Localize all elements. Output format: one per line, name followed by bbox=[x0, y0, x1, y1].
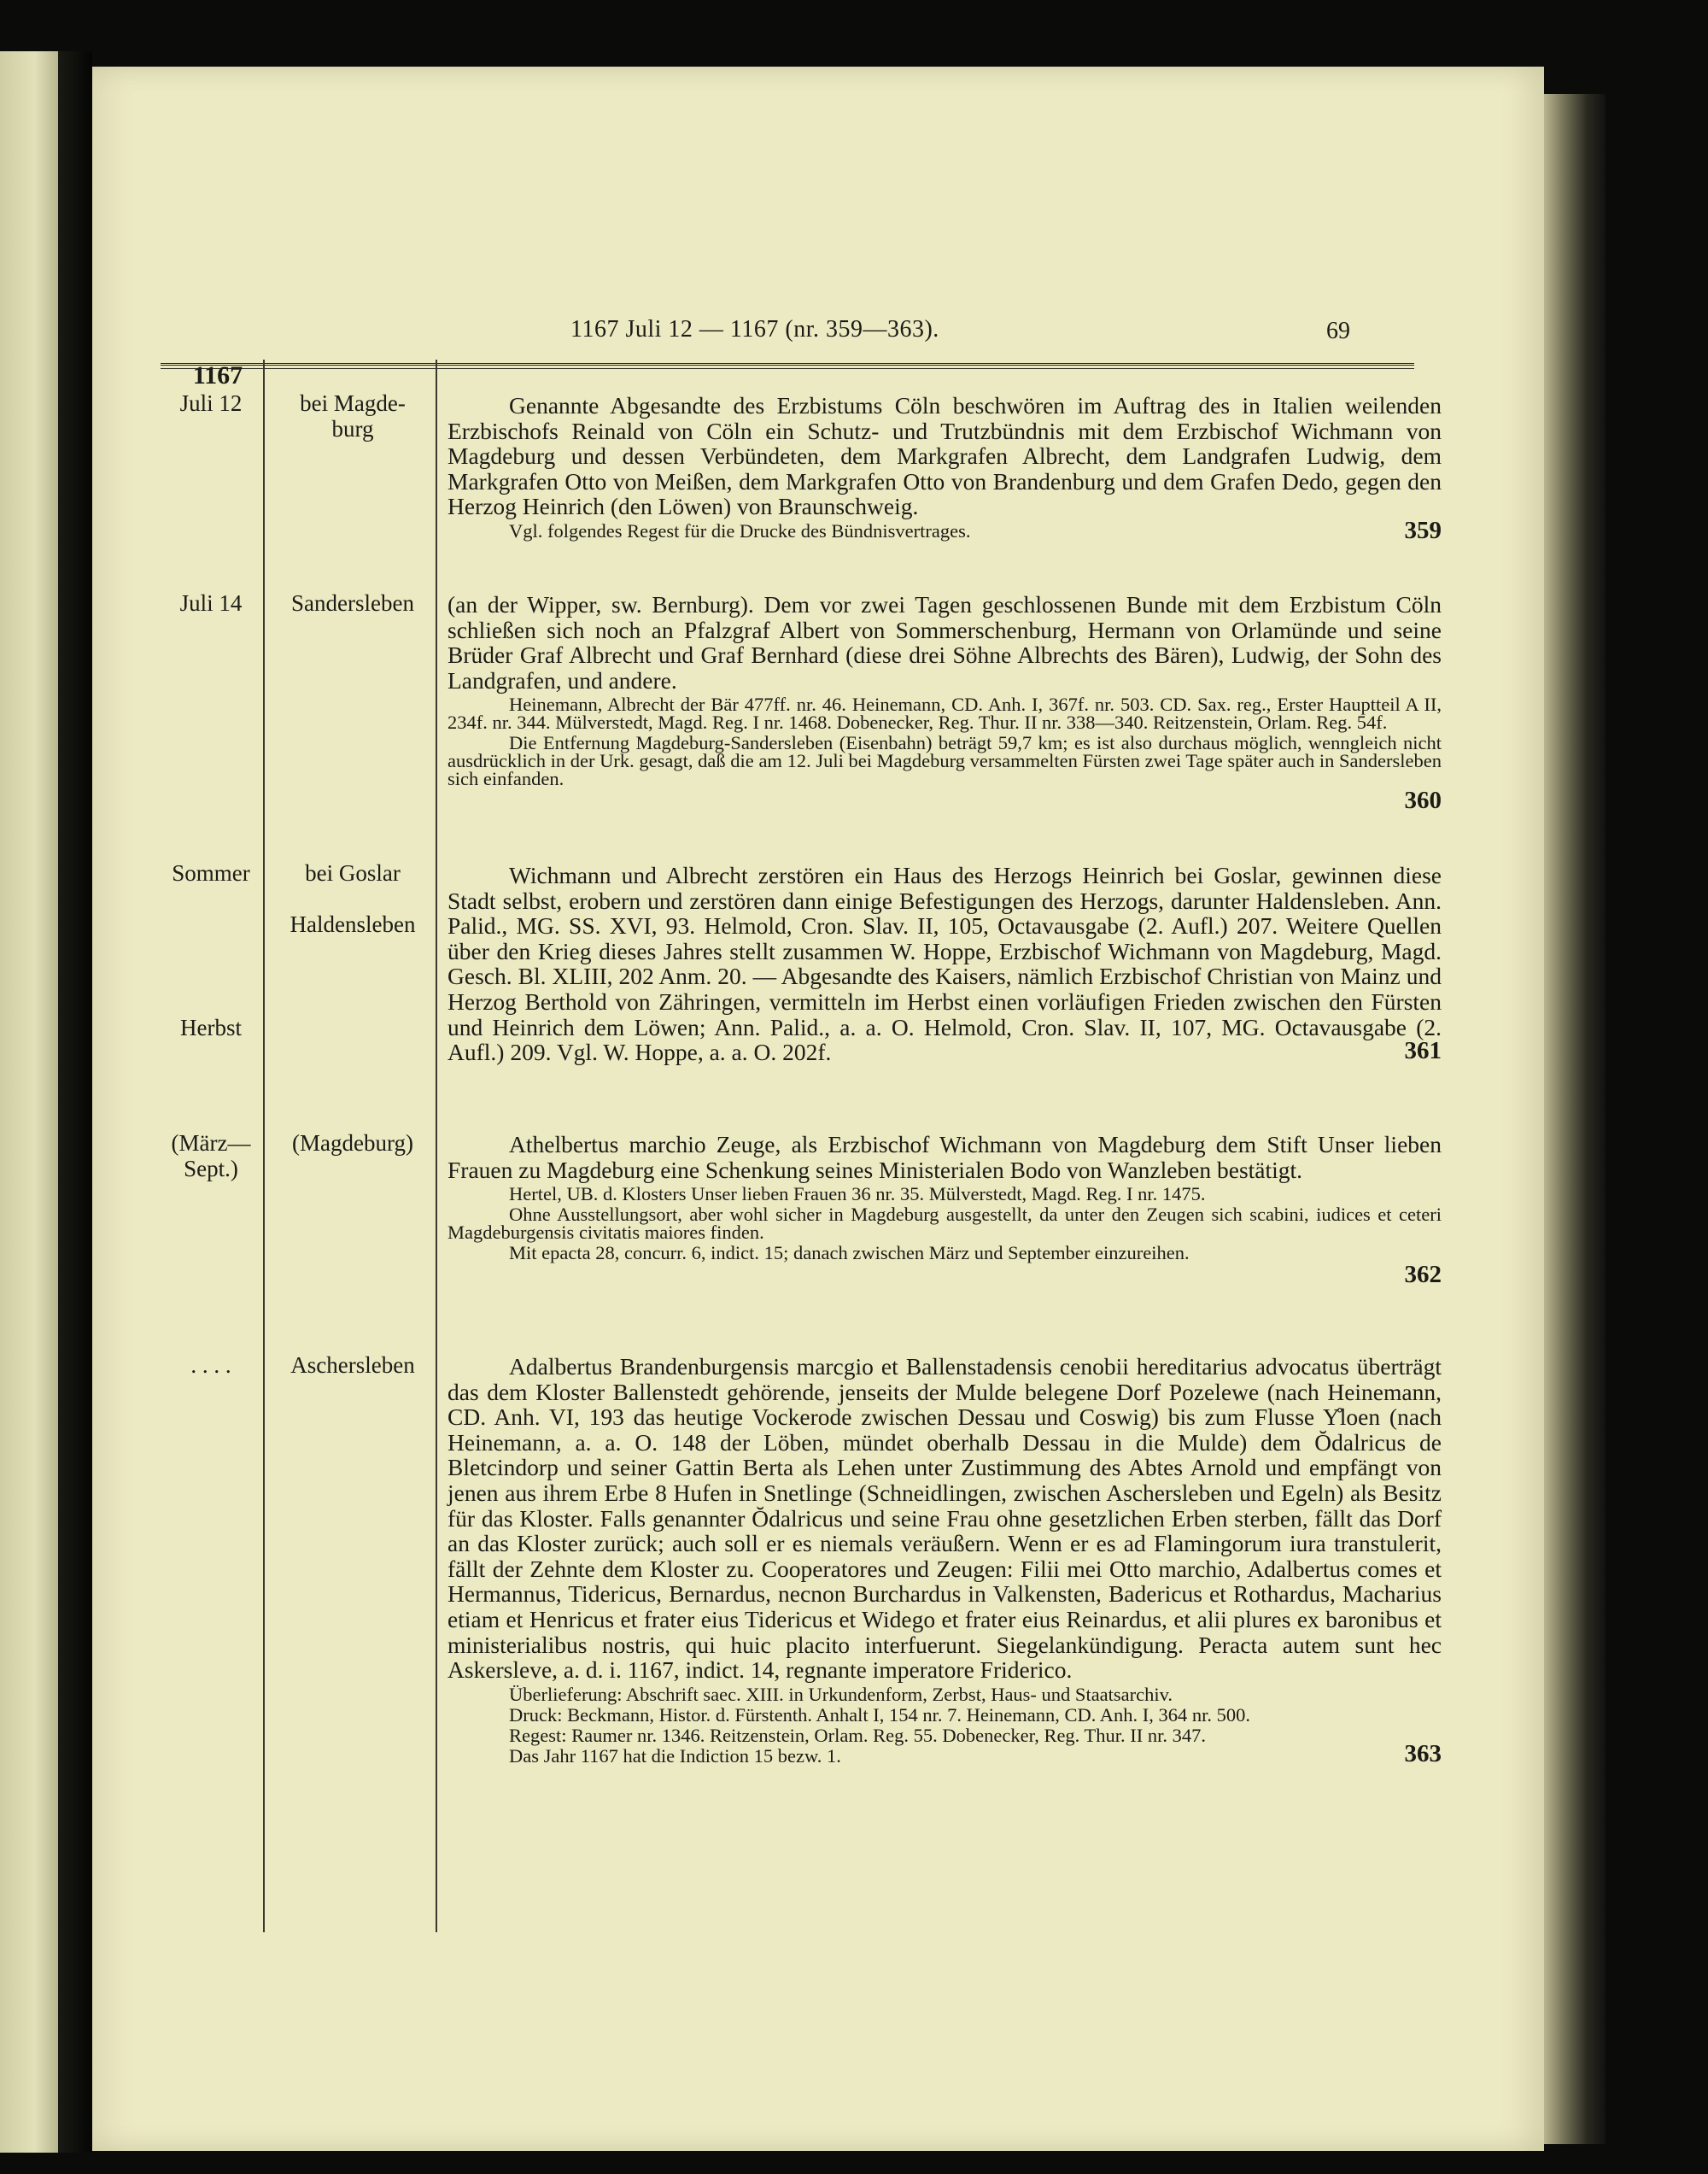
regest-entry-360 bbox=[447, 592, 1442, 813]
left-page-edge bbox=[0, 51, 58, 2153]
entry-place-line: burg bbox=[331, 416, 374, 442]
entry-place bbox=[272, 911, 434, 937]
entry-place bbox=[272, 1352, 434, 1378]
running-title: 1167 Juli 12 — 1167 (nr. 359—363). bbox=[570, 316, 939, 343]
regest-entry-363 bbox=[447, 1354, 1442, 1765]
entry-place-line: bei Magde- bbox=[300, 390, 406, 416]
regest-number: 359 bbox=[1404, 516, 1442, 544]
note-row bbox=[447, 516, 1442, 544]
regest-entry-361 bbox=[447, 863, 1442, 1065]
entry-date-text: Herbst bbox=[180, 1015, 242, 1040]
regest-entry-362 bbox=[447, 1132, 1442, 1287]
entry-date-text: . . . . bbox=[190, 1352, 231, 1378]
regest-text: Athelbertus marchio Zeuge, als Erzbischof Wichmann von Magdeburg dem Stift Unser lieben Frauen zu Magdeburg eine Schenkung seines Ministerialen Bodo von Wanzleben bestätigt. bbox=[447, 1131, 1442, 1183]
regest-note: Mit epacta 28, concurr. 6, indict. 15; danach zwischen März und September einzureihen. bbox=[509, 1242, 1190, 1264]
entry-place bbox=[272, 1130, 434, 1156]
page-header bbox=[92, 316, 1544, 350]
regest-text: (an der Wipper, sw. Bernburg). Dem vor zwei Tagen geschlossenen Bunde mit dem Erzbistum Cöln schließen sich noch an Pfalzgraf Albert von Sommerschenburg, Hermann von Orlamünde und seine Brüder Graf Albrecht und Graf Bernhard (diese drei Söhne Albrechts des Bären), Ludwig, der Sohn des Landgrafen, und andere. bbox=[447, 591, 1442, 694]
entry-place-line: Aschersleben bbox=[290, 1352, 415, 1378]
column-rule-place bbox=[436, 360, 437, 1932]
regest-note: Die Entfernung Magdeburg-Sandersleben (Eisenbahn) beträgt 59,7 km; es ist also durchaus möglich, wenngleich nicht ausdrücklich in der Urk. gesagt, daß die am 12. Juli bei Magdeburg versammelten Fürsten zwei Tage später auch in Sandersleben sich einfanden. bbox=[447, 732, 1442, 790]
entry-date-text: Juli 14 bbox=[179, 590, 243, 616]
year-heading: 1167 bbox=[192, 361, 243, 390]
regest-note: Überlieferung: Abschrift saec. XIII. in Urkundenform, Zerbst, Haus- und Staatsarchiv. bbox=[509, 1683, 1173, 1705]
regest-number: 363 bbox=[1404, 1739, 1442, 1767]
page-stack-edge bbox=[1544, 94, 1606, 2144]
note-row bbox=[447, 1739, 1442, 1767]
page-number: 69 bbox=[1326, 318, 1350, 344]
entry-date-text: (März— bbox=[171, 1130, 251, 1156]
regest-number: 361 bbox=[1404, 1036, 1442, 1064]
regest-number: 362 bbox=[1404, 1261, 1442, 1289]
entry-place-line: Sandersleben bbox=[291, 590, 414, 616]
regest-note: Druck: Beckmann, Histor. d. Fürstenth. Anhalt I, 154 nr. 7. Heinemann, CD. Anh. I, 364 nr. 500. bbox=[509, 1703, 1251, 1726]
entry-place-line: Haldensleben bbox=[290, 911, 416, 937]
regest-number: 360 bbox=[1404, 787, 1442, 815]
entry-place bbox=[272, 590, 434, 616]
entry-date bbox=[161, 590, 261, 616]
entry-place bbox=[272, 860, 434, 886]
regest-note: Heinemann, Albrecht der Bär 477ff. nr. 46. Heinemann, CD. Anh. I, 367f. nr. 503. CD. Sax. reg., Erster Hauptteil A II, 234f. nr. 344. Mülverstedt, Magd. Reg. I nr. 1468. Dobenecker, Reg. Thur. II nr. 338—340. Reitzenstein, Orlam. Reg. 54f. bbox=[447, 694, 1442, 734]
entry-date-text: Sept.) bbox=[184, 1156, 238, 1181]
column-rule-date bbox=[263, 360, 265, 1932]
regest-note: Vgl. folgendes Regest für die Drucke des Bündnisvertrages. bbox=[509, 519, 971, 542]
regest-note: Ohne Ausstellungsort, aber wohl sicher in Magdeburg ausgestellt, da unter den Zeugen sich scabini, iudices et ceteri Magdeburgensis civitatis maiores finden. bbox=[447, 1204, 1442, 1244]
regest-entry-359 bbox=[447, 392, 1442, 544]
entry-date-text: Juli 12 bbox=[179, 390, 243, 416]
regest-text: Adalbertus Brandenburgensis marcgio et Ballenstadensis cenobii hereditarius advocatus überträgt das dem Kloster Ballenstedt gehörende, jenseits der Mulde belegene Dorf Pozelewe (nach Heinemann, CD. Anh. VI, 193 das heutige Vockerode zwischen Dessau und Coswig) bis zum Flusse Y̊loen (nach Heinemann, a. a. O. 148 der Löben, mündet oberhalb Dessau in die Mulde) dem Ŏdalricus de Bletcindorp und seiner Gattin Berta als Lehen unter Zustimmung des Abtes Arnold und empfängt von jenen aus ihrem Erbe 8 Hufen in Snetlinge (Schneidlingen, zwischen Aschersleben und Egeln) als Besitz für das Kloster. Falls genannter Ŏdalricus und seine Frau ohne gesetzlichen Erben sterben, fällt das Dorf an das Kloster zurück; auch soll er es niemals veräußern. Wenn er es ad Flamingorum iura transtulerit, fällt der Zehnte dem Kloster zu. Cooperatores und Zeugen: Filii mei Otto marchio, Adalbertus comes et Hermannus, Tidericus, Bernardus, necnon Burchardus in Valkensten, Badericus et Rothardus, Macharius etiam et Henricus et frater eius Tidericus et Widego et frater eius Reinardus, et alii plures ex baronibus et ministerialibus nostris, qui huic placito interfuerunt. Siegelankündigung. Peracta autem sunt hec Askersleve, a. d. i. 1167, indict. 14, regnante imperatore Friderico. bbox=[447, 1353, 1442, 1684]
entry-date-text: Sommer bbox=[172, 860, 250, 886]
book-page bbox=[92, 67, 1544, 2151]
entry-date bbox=[161, 860, 261, 886]
entry-place-line: bei Goslar bbox=[305, 860, 401, 886]
regest-note: Hertel, UB. d. Klosters Unser lieben Frauen 36 nr. 35. Mülverstedt, Magd. Reg. I nr. 1475. bbox=[509, 1183, 1206, 1205]
regest-note: Regest: Raumer nr. 1346. Reitzenstein, Orlam. Reg. 55. Dobenecker, Reg. Thur. II nr. 347. bbox=[509, 1724, 1207, 1746]
entry-date bbox=[161, 1352, 261, 1378]
entry-date bbox=[161, 390, 261, 416]
regest-text: Wichmann und Albrecht zerstören ein Haus des Herzogs Heinrich bei Goslar, gewinnen diese Stadt selbst, erobern und zerstören dann einige Befestigungen des Herzogs, darunter Haldensleben. Ann. Palid., MG. SS. XVI, 93. Helmold, Cron. Slav. II, 105, Octavausgabe (2. Aufl.) 207. Weitere Quellen über den Krieg dieses Jahres stellt zusammen W. Hoppe, Erzbischof Wichmann von Magdeburg, Magd. Gesch. Bl. XLIII, 202 Anm. 20. — Abgesandte des Kaisers, nämlich Erzbischof Christian von Mainz und Herzog Berthold von Zähringen, vermitteln im Herbst einen vorläufigen Frieden zwischen den Fürsten und Heinrich dem Löwen; Ann. Palid., a. a. O. Helmold, Cron. Slav. II, 107, MG. Octavausgabe (2. Aufl.) 209. Vgl. W. Hoppe, a. a. O. 202f. bbox=[447, 862, 1442, 1066]
entry-place-line: (Magdeburg) bbox=[292, 1130, 413, 1156]
book-gutter bbox=[58, 51, 92, 2153]
note-row bbox=[447, 863, 1442, 1065]
entry-place bbox=[272, 390, 434, 442]
regest-text: Genannte Abgesandte des Erzbistums Cöln beschwören im Auftrag des in Italien weilenden Erzbischofs Reinald von Cöln ein Schutz- und Trutzbündnis mit dem Erzbischof Wichmann von Magdeburg und dessen Verbündeten, dem Markgrafen Albrecht, dem Landgrafen Ludwig, dem Markgrafen Otto von Meißen, dem Markgrafen Otto von Brandenburg und dem Grafen Dedo, gegen den Herzog Heinrich (den Löwen) von Braunschweig. bbox=[447, 392, 1442, 520]
header-rule bbox=[161, 363, 1414, 369]
regest-note: Das Jahr 1167 hat die Indiction 15 bezw. 1. bbox=[509, 1744, 841, 1767]
entry-date bbox=[161, 1015, 261, 1040]
entry-date bbox=[161, 1130, 261, 1181]
